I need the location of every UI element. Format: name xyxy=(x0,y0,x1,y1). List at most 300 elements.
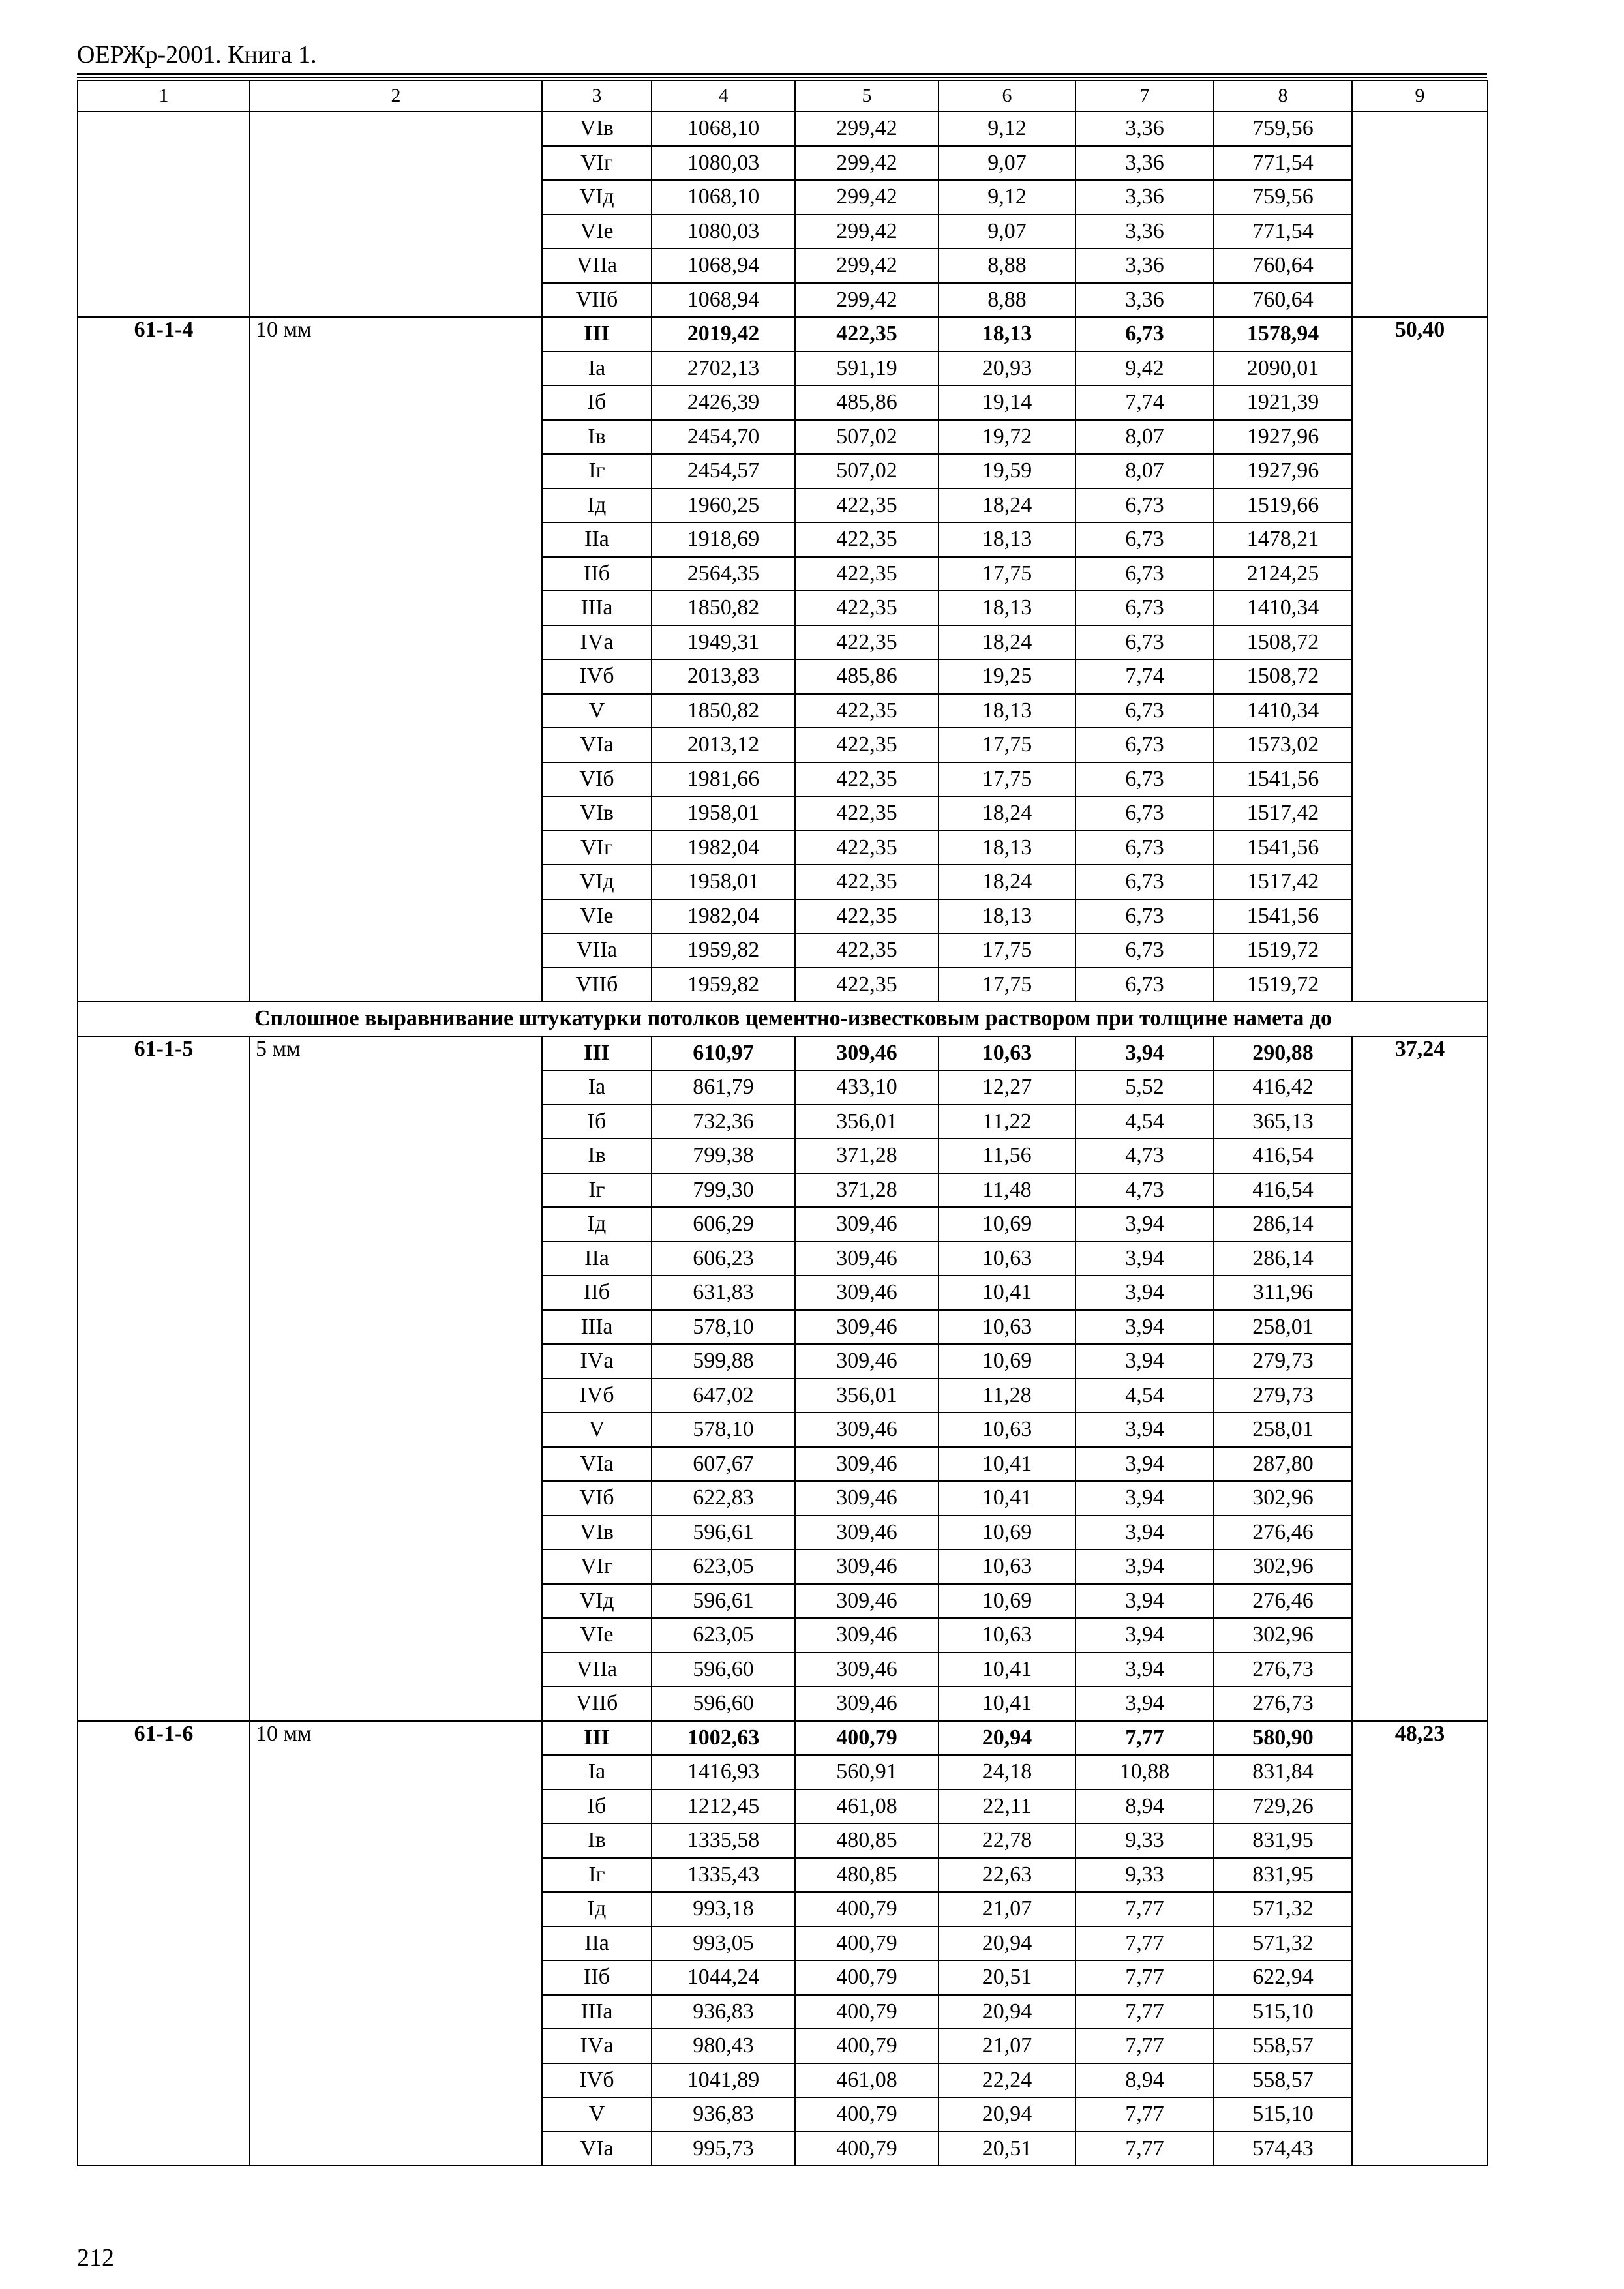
value-cell: 1541,56 xyxy=(1214,899,1352,934)
value-cell: 558,57 xyxy=(1214,2029,1352,2063)
value-cell: 2019,42 xyxy=(652,317,795,352)
value-cell: 7,77 xyxy=(1075,2132,1214,2166)
section-title-row xyxy=(78,1002,1488,1036)
zone-cell: Iг xyxy=(542,1173,652,1208)
zone-cell: III xyxy=(542,1721,652,1756)
value-cell: 24,18 xyxy=(939,1755,1075,1789)
value-cell: 10,63 xyxy=(939,1549,1075,1584)
value-cell: 8,88 xyxy=(939,283,1075,318)
value-cell: 422,35 xyxy=(795,865,939,899)
value-cell: 422,35 xyxy=(795,796,939,831)
value-cell: 422,35 xyxy=(795,762,939,797)
value-cell: 9,42 xyxy=(1075,352,1214,386)
value-cell: 1041,89 xyxy=(652,2063,795,2098)
value-cell: 6,73 xyxy=(1075,762,1214,797)
zone-cell: IVб xyxy=(542,659,652,694)
zone-cell: V xyxy=(542,2097,652,2132)
value-cell: 461,08 xyxy=(795,2063,939,2098)
value-cell: 831,84 xyxy=(1214,1755,1352,1789)
value-cell: 18,13 xyxy=(939,899,1075,934)
value-cell: 10,63 xyxy=(939,1310,1075,1345)
column-number: 9 xyxy=(1352,80,1488,112)
value-cell: 623,05 xyxy=(652,1549,795,1584)
value-cell: 22,63 xyxy=(939,1858,1075,1893)
value-cell: 980,43 xyxy=(652,2029,795,2063)
value-cell: 20,51 xyxy=(939,1960,1075,1995)
column-header-row xyxy=(78,80,1488,112)
value-cell: 7,74 xyxy=(1075,385,1214,420)
value-cell: 729,26 xyxy=(1214,1789,1352,1824)
value-cell: 7,77 xyxy=(1075,1892,1214,1926)
value-cell: 400,79 xyxy=(795,1995,939,2029)
value-cell: 6,73 xyxy=(1075,591,1214,625)
value-cell: 4,73 xyxy=(1075,1173,1214,1208)
zone-cell: VIIа xyxy=(542,248,652,283)
value-cell: 6,73 xyxy=(1075,968,1214,1002)
value-cell: 21,07 xyxy=(939,2029,1075,2063)
value-cell: 17,75 xyxy=(939,557,1075,591)
value-cell: 2426,39 xyxy=(652,385,795,420)
value-cell: 19,72 xyxy=(939,420,1075,455)
value-cell: 6,73 xyxy=(1075,317,1214,352)
value-cell: 1578,94 xyxy=(1214,317,1352,352)
zone-cell: III xyxy=(542,317,652,352)
value-cell: 7,77 xyxy=(1075,2097,1214,2132)
value-cell: 1068,10 xyxy=(652,180,795,215)
value-cell: 6,73 xyxy=(1075,488,1214,523)
value-cell: 12,27 xyxy=(939,1070,1075,1105)
zone-cell: Iг xyxy=(542,1858,652,1893)
column-number: 7 xyxy=(1075,80,1214,112)
value-cell: 11,56 xyxy=(939,1139,1075,1173)
value-cell: 309,46 xyxy=(795,1036,939,1071)
zone-cell: III xyxy=(542,1036,652,1071)
value-cell: 2702,13 xyxy=(652,352,795,386)
value-cell: 623,05 xyxy=(652,1618,795,1653)
value-cell: 19,25 xyxy=(939,659,1075,694)
value-cell: 596,61 xyxy=(652,1584,795,1619)
value-cell: 1517,42 xyxy=(1214,865,1352,899)
value-cell: 20,51 xyxy=(939,2132,1075,2166)
value-cell: 480,85 xyxy=(795,1823,939,1858)
price-table xyxy=(77,80,1488,2166)
value-cell: 3,36 xyxy=(1075,215,1214,249)
value-cell: 771,54 xyxy=(1214,146,1352,181)
value-cell: 1982,04 xyxy=(652,899,795,934)
value-cell: 10,63 xyxy=(939,1618,1075,1653)
zone-cell: VIа xyxy=(542,1447,652,1482)
col9-cell: 37,24 xyxy=(1352,1036,1488,1721)
value-cell: 1958,01 xyxy=(652,865,795,899)
value-cell: 6,73 xyxy=(1075,694,1214,728)
zone-cell: VIIб xyxy=(542,283,652,318)
value-cell: 10,63 xyxy=(939,1413,1075,1447)
col9-cell: 50,40 xyxy=(1352,317,1488,1002)
value-cell: 3,94 xyxy=(1075,1686,1214,1721)
value-cell: 1478,21 xyxy=(1214,522,1352,557)
col9-cell: 48,23 xyxy=(1352,1721,1488,2166)
value-cell: 1044,24 xyxy=(652,1960,795,1995)
value-cell: 18,24 xyxy=(939,865,1075,899)
value-cell: 485,86 xyxy=(795,659,939,694)
value-cell: 276,46 xyxy=(1214,1516,1352,1550)
value-cell: 18,13 xyxy=(939,694,1075,728)
value-cell: 302,96 xyxy=(1214,1481,1352,1516)
value-cell: 299,42 xyxy=(795,248,939,283)
column-number: 6 xyxy=(939,80,1075,112)
value-cell: 1573,02 xyxy=(1214,728,1352,762)
value-cell: 309,46 xyxy=(795,1344,939,1379)
value-cell: 759,56 xyxy=(1214,112,1352,146)
value-cell: 461,08 xyxy=(795,1789,939,1824)
zone-cell: IIа xyxy=(542,522,652,557)
value-cell: 17,75 xyxy=(939,968,1075,1002)
value-cell: 18,24 xyxy=(939,625,1075,660)
value-cell: 1410,34 xyxy=(1214,591,1352,625)
value-cell: 610,97 xyxy=(652,1036,795,1071)
value-cell: 10,69 xyxy=(939,1516,1075,1550)
value-cell: 480,85 xyxy=(795,1858,939,1893)
zone-cell: VIе xyxy=(542,1618,652,1653)
value-cell: 422,35 xyxy=(795,694,939,728)
value-cell: 8,88 xyxy=(939,248,1075,283)
value-cell: 356,01 xyxy=(795,1105,939,1139)
value-cell: 18,24 xyxy=(939,488,1075,523)
zone-cell: Iд xyxy=(542,488,652,523)
zone-cell: IVа xyxy=(542,2029,652,2063)
column-number: 3 xyxy=(542,80,652,112)
value-cell: 8,07 xyxy=(1075,420,1214,455)
zone-cell: Iг xyxy=(542,454,652,488)
value-cell: 3,36 xyxy=(1075,283,1214,318)
value-cell: 6,73 xyxy=(1075,796,1214,831)
value-cell: 622,94 xyxy=(1214,1960,1352,1995)
zone-cell: VIв xyxy=(542,1516,652,1550)
value-cell: 1080,03 xyxy=(652,215,795,249)
value-cell: 422,35 xyxy=(795,488,939,523)
value-cell: 422,35 xyxy=(795,968,939,1002)
value-cell: 290,88 xyxy=(1214,1036,1352,1071)
value-cell: 422,35 xyxy=(795,933,939,968)
value-cell: 18,13 xyxy=(939,317,1075,352)
value-cell: 6,73 xyxy=(1075,865,1214,899)
value-cell: 422,35 xyxy=(795,625,939,660)
value-cell: 309,46 xyxy=(795,1242,939,1276)
value-cell: 596,60 xyxy=(652,1653,795,1687)
value-cell: 1335,58 xyxy=(652,1823,795,1858)
zone-cell: IIIа xyxy=(542,1310,652,1345)
value-cell: 19,59 xyxy=(939,454,1075,488)
value-cell: 9,07 xyxy=(939,215,1075,249)
value-cell: 4,54 xyxy=(1075,1105,1214,1139)
value-cell: 6,73 xyxy=(1075,831,1214,865)
value-cell: 861,79 xyxy=(652,1070,795,1105)
value-cell: 422,35 xyxy=(795,831,939,865)
value-cell: 309,46 xyxy=(795,1481,939,1516)
value-cell: 309,46 xyxy=(795,1413,939,1447)
zone-cell: V xyxy=(542,694,652,728)
value-cell: 20,94 xyxy=(939,2097,1075,2132)
value-cell: 11,22 xyxy=(939,1105,1075,1139)
value-cell: 400,79 xyxy=(795,2029,939,2063)
column-number: 4 xyxy=(652,80,795,112)
value-cell: 9,33 xyxy=(1075,1823,1214,1858)
zone-cell: VIб xyxy=(542,1481,652,1516)
value-cell: 1519,66 xyxy=(1214,488,1352,523)
value-cell: 831,95 xyxy=(1214,1823,1352,1858)
value-cell: 5,52 xyxy=(1075,1070,1214,1105)
value-cell: 309,46 xyxy=(795,1686,939,1721)
value-cell: 22,78 xyxy=(939,1823,1075,1858)
value-cell: 365,13 xyxy=(1214,1105,1352,1139)
value-cell: 507,02 xyxy=(795,454,939,488)
value-cell: 258,01 xyxy=(1214,1413,1352,1447)
name-cell: 5 мм xyxy=(250,1036,542,1721)
value-cell: 1981,66 xyxy=(652,762,795,797)
value-cell: 936,83 xyxy=(652,2097,795,2132)
value-cell: 6,73 xyxy=(1075,522,1214,557)
table-row xyxy=(78,317,1488,352)
zone-cell: IIб xyxy=(542,1960,652,1995)
value-cell: 3,94 xyxy=(1075,1036,1214,1071)
value-cell: 6,73 xyxy=(1075,728,1214,762)
value-cell: 10,69 xyxy=(939,1344,1075,1379)
value-cell: 571,32 xyxy=(1214,1926,1352,1961)
value-cell: 299,42 xyxy=(795,112,939,146)
column-number: 5 xyxy=(795,80,939,112)
value-cell: 400,79 xyxy=(795,2097,939,2132)
value-cell: 416,54 xyxy=(1214,1173,1352,1208)
col9-cell xyxy=(1352,112,1488,317)
zone-cell: VIе xyxy=(542,215,652,249)
zone-cell: VIа xyxy=(542,728,652,762)
value-cell: 10,69 xyxy=(939,1584,1075,1619)
code-cell: 61-1-5 xyxy=(78,1036,250,1721)
header-rule-thin xyxy=(77,77,1487,78)
value-cell: 10,63 xyxy=(939,1036,1075,1071)
value-cell: 1959,82 xyxy=(652,933,795,968)
value-cell: 831,95 xyxy=(1214,1858,1352,1893)
value-cell: 400,79 xyxy=(795,1926,939,1961)
zone-cell: VIг xyxy=(542,831,652,865)
value-cell: 309,46 xyxy=(795,1584,939,1619)
value-cell: 422,35 xyxy=(795,522,939,557)
value-cell: 258,01 xyxy=(1214,1310,1352,1345)
value-cell: 1959,82 xyxy=(652,968,795,1002)
value-cell: 279,73 xyxy=(1214,1344,1352,1379)
value-cell: 3,36 xyxy=(1075,112,1214,146)
value-cell: 309,46 xyxy=(795,1276,939,1310)
value-cell: 2013,83 xyxy=(652,659,795,694)
value-cell: 485,86 xyxy=(795,385,939,420)
value-cell: 7,77 xyxy=(1075,2029,1214,2063)
value-cell: 10,41 xyxy=(939,1686,1075,1721)
value-cell: 20,93 xyxy=(939,352,1075,386)
zone-cell: IIа xyxy=(542,1926,652,1961)
value-cell: 1068,94 xyxy=(652,248,795,283)
value-cell: 1335,43 xyxy=(652,1858,795,1893)
value-cell: 286,14 xyxy=(1214,1207,1352,1242)
value-cell: 11,28 xyxy=(939,1379,1075,1413)
zone-cell: VIIа xyxy=(542,1653,652,1687)
value-cell: 309,46 xyxy=(795,1516,939,1550)
value-cell: 21,07 xyxy=(939,1892,1075,1926)
value-cell: 1002,63 xyxy=(652,1721,795,1756)
value-cell: 309,46 xyxy=(795,1310,939,1345)
value-cell: 993,05 xyxy=(652,1926,795,1961)
value-cell: 1212,45 xyxy=(652,1789,795,1824)
zone-cell: VIIб xyxy=(542,968,652,1002)
zone-cell: VIд xyxy=(542,180,652,215)
value-cell: 760,64 xyxy=(1214,283,1352,318)
value-cell: 276,73 xyxy=(1214,1653,1352,1687)
value-cell: 1960,25 xyxy=(652,488,795,523)
value-cell: 3,94 xyxy=(1075,1447,1214,1482)
header-rule xyxy=(77,73,1487,75)
zone-cell: IVб xyxy=(542,2063,652,2098)
zone-cell: IIб xyxy=(542,1276,652,1310)
value-cell: 596,61 xyxy=(652,1516,795,1550)
value-cell: 6,73 xyxy=(1075,625,1214,660)
value-cell: 422,35 xyxy=(795,557,939,591)
value-cell: 6,73 xyxy=(1075,557,1214,591)
value-cell: 3,94 xyxy=(1075,1207,1214,1242)
value-cell: 631,83 xyxy=(652,1276,795,1310)
value-cell: 799,30 xyxy=(652,1173,795,1208)
value-cell: 309,46 xyxy=(795,1549,939,1584)
value-cell: 400,79 xyxy=(795,2132,939,2166)
value-cell: 606,29 xyxy=(652,1207,795,1242)
value-cell: 936,83 xyxy=(652,1995,795,2029)
value-cell: 1541,56 xyxy=(1214,762,1352,797)
table-row xyxy=(78,112,1488,146)
value-cell: 10,41 xyxy=(939,1481,1075,1516)
value-cell: 17,75 xyxy=(939,762,1075,797)
value-cell: 8,07 xyxy=(1075,454,1214,488)
value-cell: 1927,96 xyxy=(1214,420,1352,455)
value-cell: 1921,39 xyxy=(1214,385,1352,420)
value-cell: 515,10 xyxy=(1214,2097,1352,2132)
value-cell: 18,24 xyxy=(939,796,1075,831)
value-cell: 7,77 xyxy=(1075,1926,1214,1961)
value-cell: 309,46 xyxy=(795,1447,939,1482)
value-cell: 1850,82 xyxy=(652,591,795,625)
zone-cell: VIа xyxy=(542,2132,652,2166)
value-cell: 1519,72 xyxy=(1214,933,1352,968)
value-cell: 8,94 xyxy=(1075,1789,1214,1824)
zone-cell: Iв xyxy=(542,1139,652,1173)
value-cell: 6,73 xyxy=(1075,899,1214,934)
value-cell: 3,94 xyxy=(1075,1516,1214,1550)
value-cell: 10,41 xyxy=(939,1447,1075,1482)
value-cell: 3,36 xyxy=(1075,180,1214,215)
value-cell: 20,94 xyxy=(939,1995,1075,2029)
value-cell: 18,13 xyxy=(939,831,1075,865)
value-cell: 3,36 xyxy=(1075,146,1214,181)
value-cell: 302,96 xyxy=(1214,1618,1352,1653)
value-cell: 416,54 xyxy=(1214,1139,1352,1173)
value-cell: 995,73 xyxy=(652,2132,795,2166)
value-cell: 599,88 xyxy=(652,1344,795,1379)
value-cell: 7,77 xyxy=(1075,1995,1214,2029)
value-cell: 560,91 xyxy=(795,1755,939,1789)
value-cell: 1517,42 xyxy=(1214,796,1352,831)
value-cell: 299,42 xyxy=(795,283,939,318)
value-cell: 10,41 xyxy=(939,1276,1075,1310)
value-cell: 19,14 xyxy=(939,385,1075,420)
value-cell: 1068,10 xyxy=(652,112,795,146)
zone-cell: VIг xyxy=(542,1549,652,1584)
code-cell: 61-1-6 xyxy=(78,1721,250,2166)
zone-cell: VIв xyxy=(542,112,652,146)
zone-cell: IVа xyxy=(542,625,652,660)
value-cell: 422,35 xyxy=(795,591,939,625)
value-cell: 422,35 xyxy=(795,317,939,352)
value-cell: 433,10 xyxy=(795,1070,939,1105)
value-cell: 11,48 xyxy=(939,1173,1075,1208)
value-cell: 2090,01 xyxy=(1214,352,1352,386)
value-cell: 3,94 xyxy=(1075,1276,1214,1310)
value-cell: 771,54 xyxy=(1214,215,1352,249)
value-cell: 799,38 xyxy=(652,1139,795,1173)
value-cell: 3,94 xyxy=(1075,1618,1214,1653)
zone-cell: IVа xyxy=(542,1344,652,1379)
value-cell: 7,77 xyxy=(1075,1721,1214,1756)
name-cell: 10 мм xyxy=(250,317,542,1002)
value-cell: 7,74 xyxy=(1075,659,1214,694)
value-cell: 571,32 xyxy=(1214,1892,1352,1926)
value-cell: 1080,03 xyxy=(652,146,795,181)
value-cell: 20,94 xyxy=(939,1721,1075,1756)
zone-cell: VIIб xyxy=(542,1686,652,1721)
zone-cell: Iв xyxy=(542,1823,652,1858)
value-cell: 17,75 xyxy=(939,728,1075,762)
value-cell: 1508,72 xyxy=(1214,659,1352,694)
value-cell: 607,67 xyxy=(652,1447,795,1482)
value-cell: 622,83 xyxy=(652,1481,795,1516)
value-cell: 1949,31 xyxy=(652,625,795,660)
value-cell: 6,73 xyxy=(1075,933,1214,968)
value-cell: 416,42 xyxy=(1214,1070,1352,1105)
value-cell: 574,43 xyxy=(1214,2132,1352,2166)
zone-cell: IIа xyxy=(542,1242,652,1276)
value-cell: 1982,04 xyxy=(652,831,795,865)
value-cell: 299,42 xyxy=(795,146,939,181)
value-cell: 422,35 xyxy=(795,899,939,934)
value-cell: 9,12 xyxy=(939,112,1075,146)
value-cell: 279,73 xyxy=(1214,1379,1352,1413)
value-cell: 3,94 xyxy=(1075,1242,1214,1276)
value-cell: 422,35 xyxy=(795,728,939,762)
value-cell: 309,46 xyxy=(795,1207,939,1242)
value-cell: 2454,70 xyxy=(652,420,795,455)
value-cell: 993,18 xyxy=(652,1892,795,1926)
zone-cell: Iа xyxy=(542,352,652,386)
value-cell: 1068,94 xyxy=(652,283,795,318)
value-cell: 17,75 xyxy=(939,933,1075,968)
value-cell: 22,24 xyxy=(939,2063,1075,2098)
table-row xyxy=(78,1036,1488,1071)
value-cell: 9,12 xyxy=(939,180,1075,215)
value-cell: 10,63 xyxy=(939,1242,1075,1276)
zone-cell: Iб xyxy=(542,385,652,420)
value-cell: 1508,72 xyxy=(1214,625,1352,660)
name-cell: 10 мм xyxy=(250,1721,542,2166)
value-cell: 515,10 xyxy=(1214,1995,1352,2029)
zone-cell: V xyxy=(542,1413,652,1447)
page-number: 212 xyxy=(77,2244,114,2271)
value-cell: 732,36 xyxy=(652,1105,795,1139)
